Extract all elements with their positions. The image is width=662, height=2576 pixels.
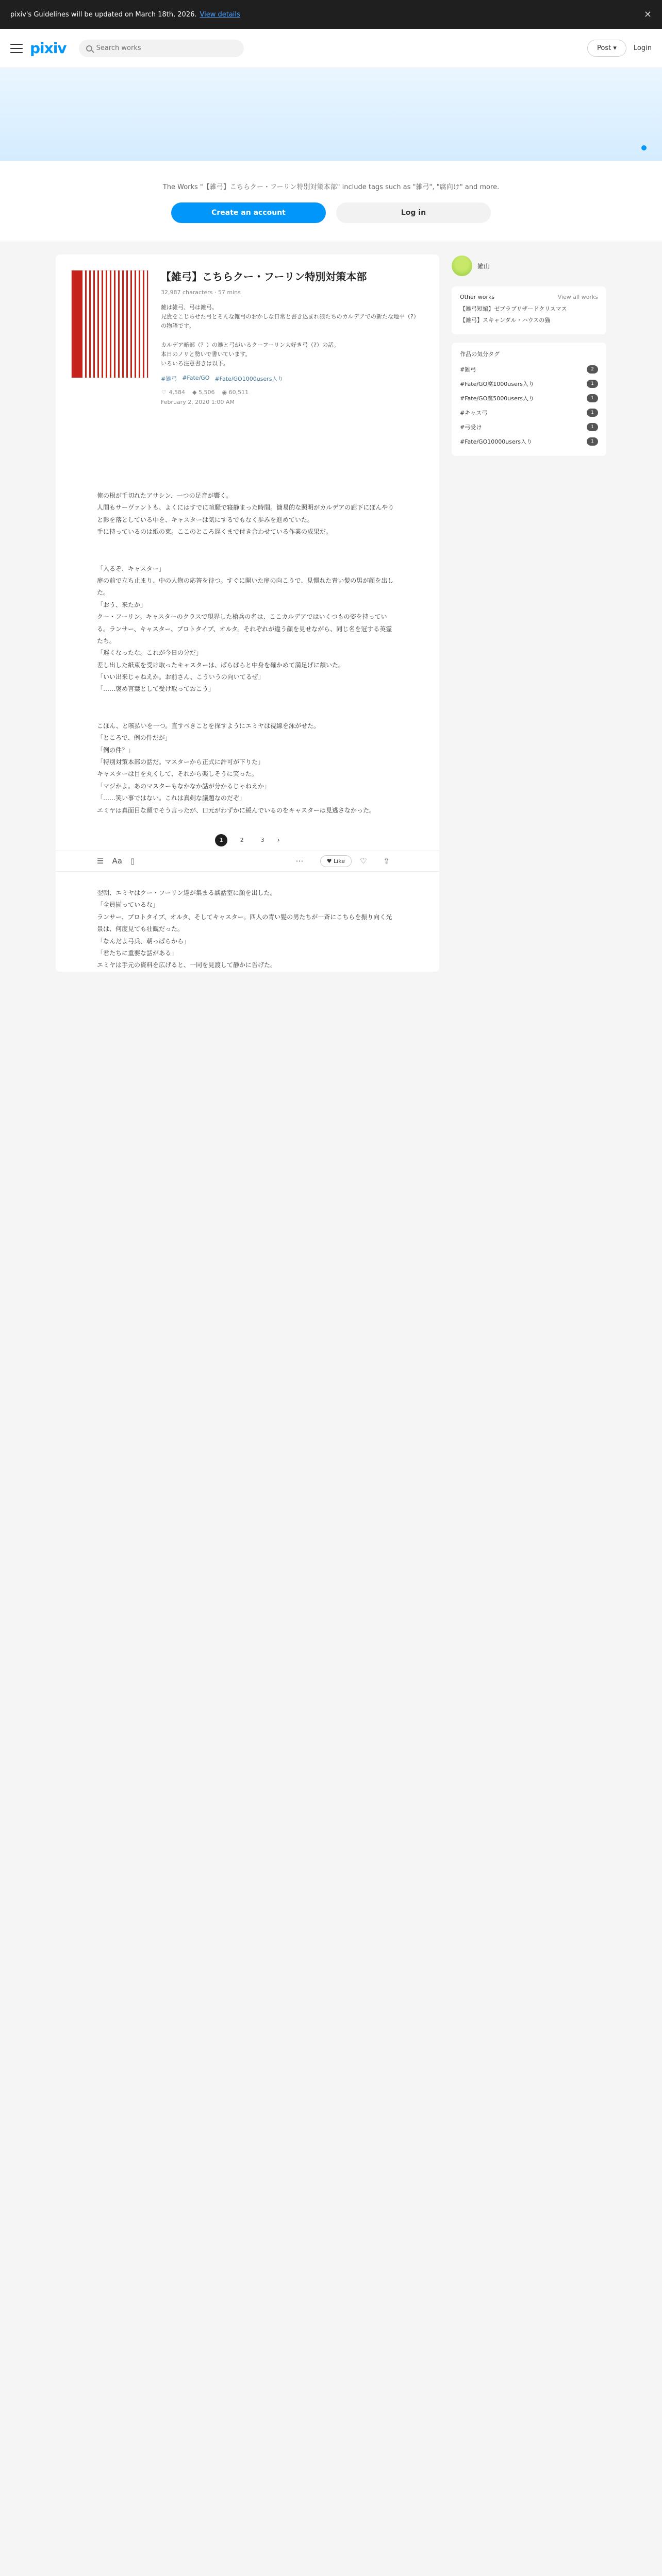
sidebar-tag-name: #Fate/GO10000users入り [460,438,532,445]
novel-paragraph: ランサー、プロトタイプ、オルタ、そしてキャスター。四人の青い髪の男たちが一斉にこちらを振り向く光景は、何度見ても壮観だった。 [97,913,392,933]
novel-paragraph: 「マジかよ。あのマスターもなかなか話が分かるじゃねえか」 [97,782,271,790]
novel-paragraph: エミヤは真面目な顔でそう言ったが、口元がわずかに緩んでいるのをキャスターは見逃さなかった。 [97,806,376,814]
search-icon [86,45,92,52]
cover-image [0,68,662,161]
other-works-heading: Other works [460,294,495,300]
view-all-link[interactable]: View all works [557,294,598,300]
tag-list [161,375,424,383]
heart-outline-icon[interactable]: ♡ [359,856,367,866]
caption-line: いろいろ注意書きは以下。 [161,360,229,367]
bookmark-icon: ◆ [192,388,197,396]
like-label: Like [334,857,345,865]
author-block[interactable] [452,255,606,286]
bookmarks-stat [192,389,214,396]
sidebar-tag-name: #弓受け [460,424,482,431]
sidebar-tag-count: 1 [587,394,598,402]
novel-paragraph: 「全員揃っているな」 [97,901,159,909]
login-link[interactable]: Login [633,44,652,52]
sidebar-tag[interactable] [460,362,598,377]
caption-line: 雑は雑弓、弓は雑弓。 [161,304,218,311]
tags-section [452,343,606,456]
post-button[interactable]: Post ▾ [587,40,626,57]
banner-text: pixiv's Guidelines will be updated on March 18th, 2026. [10,10,197,19]
work-stats [161,389,424,396]
views-stat [222,389,249,396]
novel-paragraph: 「……褒め言葉として受け取っておこう」 [97,685,215,693]
work-title: 【雑弓】こちらクー・フーリン特別対策本部 [161,270,367,283]
tag-link[interactable]: #Fate/GO [182,374,210,381]
announcement-banner [0,0,662,29]
page-3[interactable]: 3 [260,837,264,844]
sidebar-tag-name: #Fate/GO腐5000users入り [460,395,534,402]
tag-link[interactable]: #雑弓 [161,375,177,382]
novel-paragraph: キャスターは目を丸くして、それから楽しそうに笑った。 [97,770,258,778]
work-caption [161,303,424,368]
sidebar-tag[interactable] [460,391,598,405]
next-page-icon[interactable]: › [277,836,280,844]
novel-body [56,423,439,829]
post-date: February 2, 2020 1:00 AM [161,398,235,405]
close-icon[interactable]: ✕ [643,9,652,20]
page-1[interactable]: 1 [215,834,227,846]
likes-stat [161,389,185,396]
bookmark-outline-icon[interactable]: ▯ [130,856,135,866]
work-header [56,255,439,423]
novel-paragraph: 人間もサーヴァントも、よくにはすでに喧騒で寝静まった時間。簡易的な照明がカルデアの廊下にぼんやりと影を落としている中を、キャスターは気にするでもなく歩みを進めていた。 [97,504,394,523]
list-icon[interactable]: ☰ [97,856,104,866]
novel-paragraph: エミヤは手元の資料を広げると、一同を見渡して静かに告げた。 [97,961,277,969]
sidebar-tag-name: #キャス弓 [460,410,488,416]
novel-paragraph: 手に持っているのは紙の束。ここのところ遅くまで付き合わせている作業の成果だ。 [97,528,333,536]
novel-paragraph: 「ところで、例の件だが」 [97,734,171,742]
search-bar[interactable] [79,40,244,57]
novel-paragraph: クー・フーリン。キャスターのクラスで現界した槍兵の名は、ここカルデアではいくつもの姿を持っている。ランサー、キャスター、プロトタイプ、オルタ。それぞれが違う顔を見せながら、同じ名を冠する英霊たち。 [97,613,392,645]
other-work-item[interactable]: 【雑弓】スキャンダル・ハウスの猫 [460,317,551,324]
novel-paragraph: 「特別対策本部の話だ。マスターから正式に許可が下りた」 [97,758,264,766]
reader-toolbar [56,851,439,872]
novel-paragraph: 「君たちに重要な話がある」 [97,949,178,957]
prompt-message: The Works "【雑弓】こちらクー・フーリン特別対策本部" include tags such as "雑弓", "腐向け" and more. [162,183,500,191]
novel-paragraph: 差し出した紙束を受け取ったキャスターは、ぱらぱらと中身を確かめて満足げに頷いた。 [97,661,345,669]
novel-paragraph: 扉の前で立ち止まり、中の人物の応答を待つ。すぐに開いた扉の向こうで、見慣れた青い髪の男が顔を出した。 [97,577,394,597]
pagination [56,829,439,851]
novel-paragraph: 「なんだよ弓兵、朝っぱらから」 [97,937,190,945]
sidebar [452,255,606,972]
page-2[interactable]: 2 [240,837,244,844]
novel-paragraph: 「遅くなったな。これが今日の分だ」 [97,649,203,657]
caption-line: カルデア暗部（？）の雑と弓がいるクーフーリン大好き弓（?）の話。 [161,341,339,348]
site-header [0,29,662,68]
like-button[interactable]: ♥ Like [320,855,352,867]
novel-paragraph: こほん、と咳払いを一つ。直すべきことを探すようにエミヤは視線を泳がせた。 [97,722,320,730]
novel-paragraph: 「……笑い事ではない。これは真剣な議題なのだぞ」 [97,794,246,802]
novel-card [56,255,439,972]
heart-icon: ♡ [161,388,167,396]
avatar[interactable] [452,256,472,276]
caption-line: 兄貴をこじらせた弓とそんな雑弓のおかしな日常と書き込まれ狼たちのカルデアでの新たな地平（?）の物語です。 [161,313,419,330]
views-count: 60,511 [228,388,249,396]
novel-paragraph: 「おう、来たか」 [97,601,147,608]
eye-icon: ◉ [222,388,227,396]
post-button-label: Post [597,44,611,52]
other-work-item[interactable]: 【雑弓短編】ゼブラブリザードクリスマス [460,306,567,312]
bookmarks-count: 5,506 [198,388,215,396]
banner-details-link[interactable]: View details [200,10,240,19]
sidebar-tag-name: #Fate/GO腐1000users入り [460,381,534,387]
sidebar-tag[interactable] [460,434,598,449]
sidebar-tag[interactable] [460,420,598,434]
caption-line: 本日のノリと勢いで書いています。 [161,350,251,358]
tag-link[interactable]: #Fate/GO1000users入り [214,375,284,382]
login-prompt [0,161,662,242]
sidebar-tag-count: 1 [587,423,598,431]
pixiv-logo[interactable]: pixiv [30,40,67,57]
sidebar-tag-count: 2 [587,365,598,374]
login-button[interactable]: Log in [336,202,491,223]
likes-count: 4,584 [169,388,185,396]
search-input[interactable] [96,44,237,52]
author-name[interactable]: 雑山 [477,262,490,270]
novel-paragraph: 「例の件？」 [97,746,135,754]
menu-icon[interactable] [10,44,23,53]
share-icon[interactable]: ⇪ [383,856,390,866]
novel-cover[interactable] [71,270,148,378]
work-meta: 32,987 characters · 57 mins [161,289,241,296]
cover-dot [641,145,647,150]
sidebar-tag[interactable] [460,377,598,391]
font-size-icon[interactable]: Aa [112,856,122,866]
sidebar-tag-count: 1 [587,380,598,388]
novel-paragraph: 翌朝、エミヤはクー・フーリン達が集まる談話室に顔を出した。 [97,889,276,896]
other-works-section [452,286,606,334]
create-account-button[interactable]: Create an account [171,202,326,223]
sidebar-tag-count: 1 [587,437,598,446]
tags-heading: 作品の気分タグ [460,351,500,358]
novel-paragraph: 「いい出来じゃねえか。お前さん、こういうの向いてるぜ」 [97,673,264,681]
sidebar-tag-name: #雑弓 [460,366,476,373]
sidebar-tag[interactable] [460,405,598,420]
novel-paragraph: 「入るぞ、キャスター」 [97,565,165,572]
ellipsis-icon[interactable]: ⋯ [295,856,304,866]
sidebar-tag-count: 1 [587,409,598,417]
novel-body-continued [56,872,439,972]
novel-paragraph: 俺の根が千切れたアサシン、一つの足音が響く。 [97,492,233,499]
